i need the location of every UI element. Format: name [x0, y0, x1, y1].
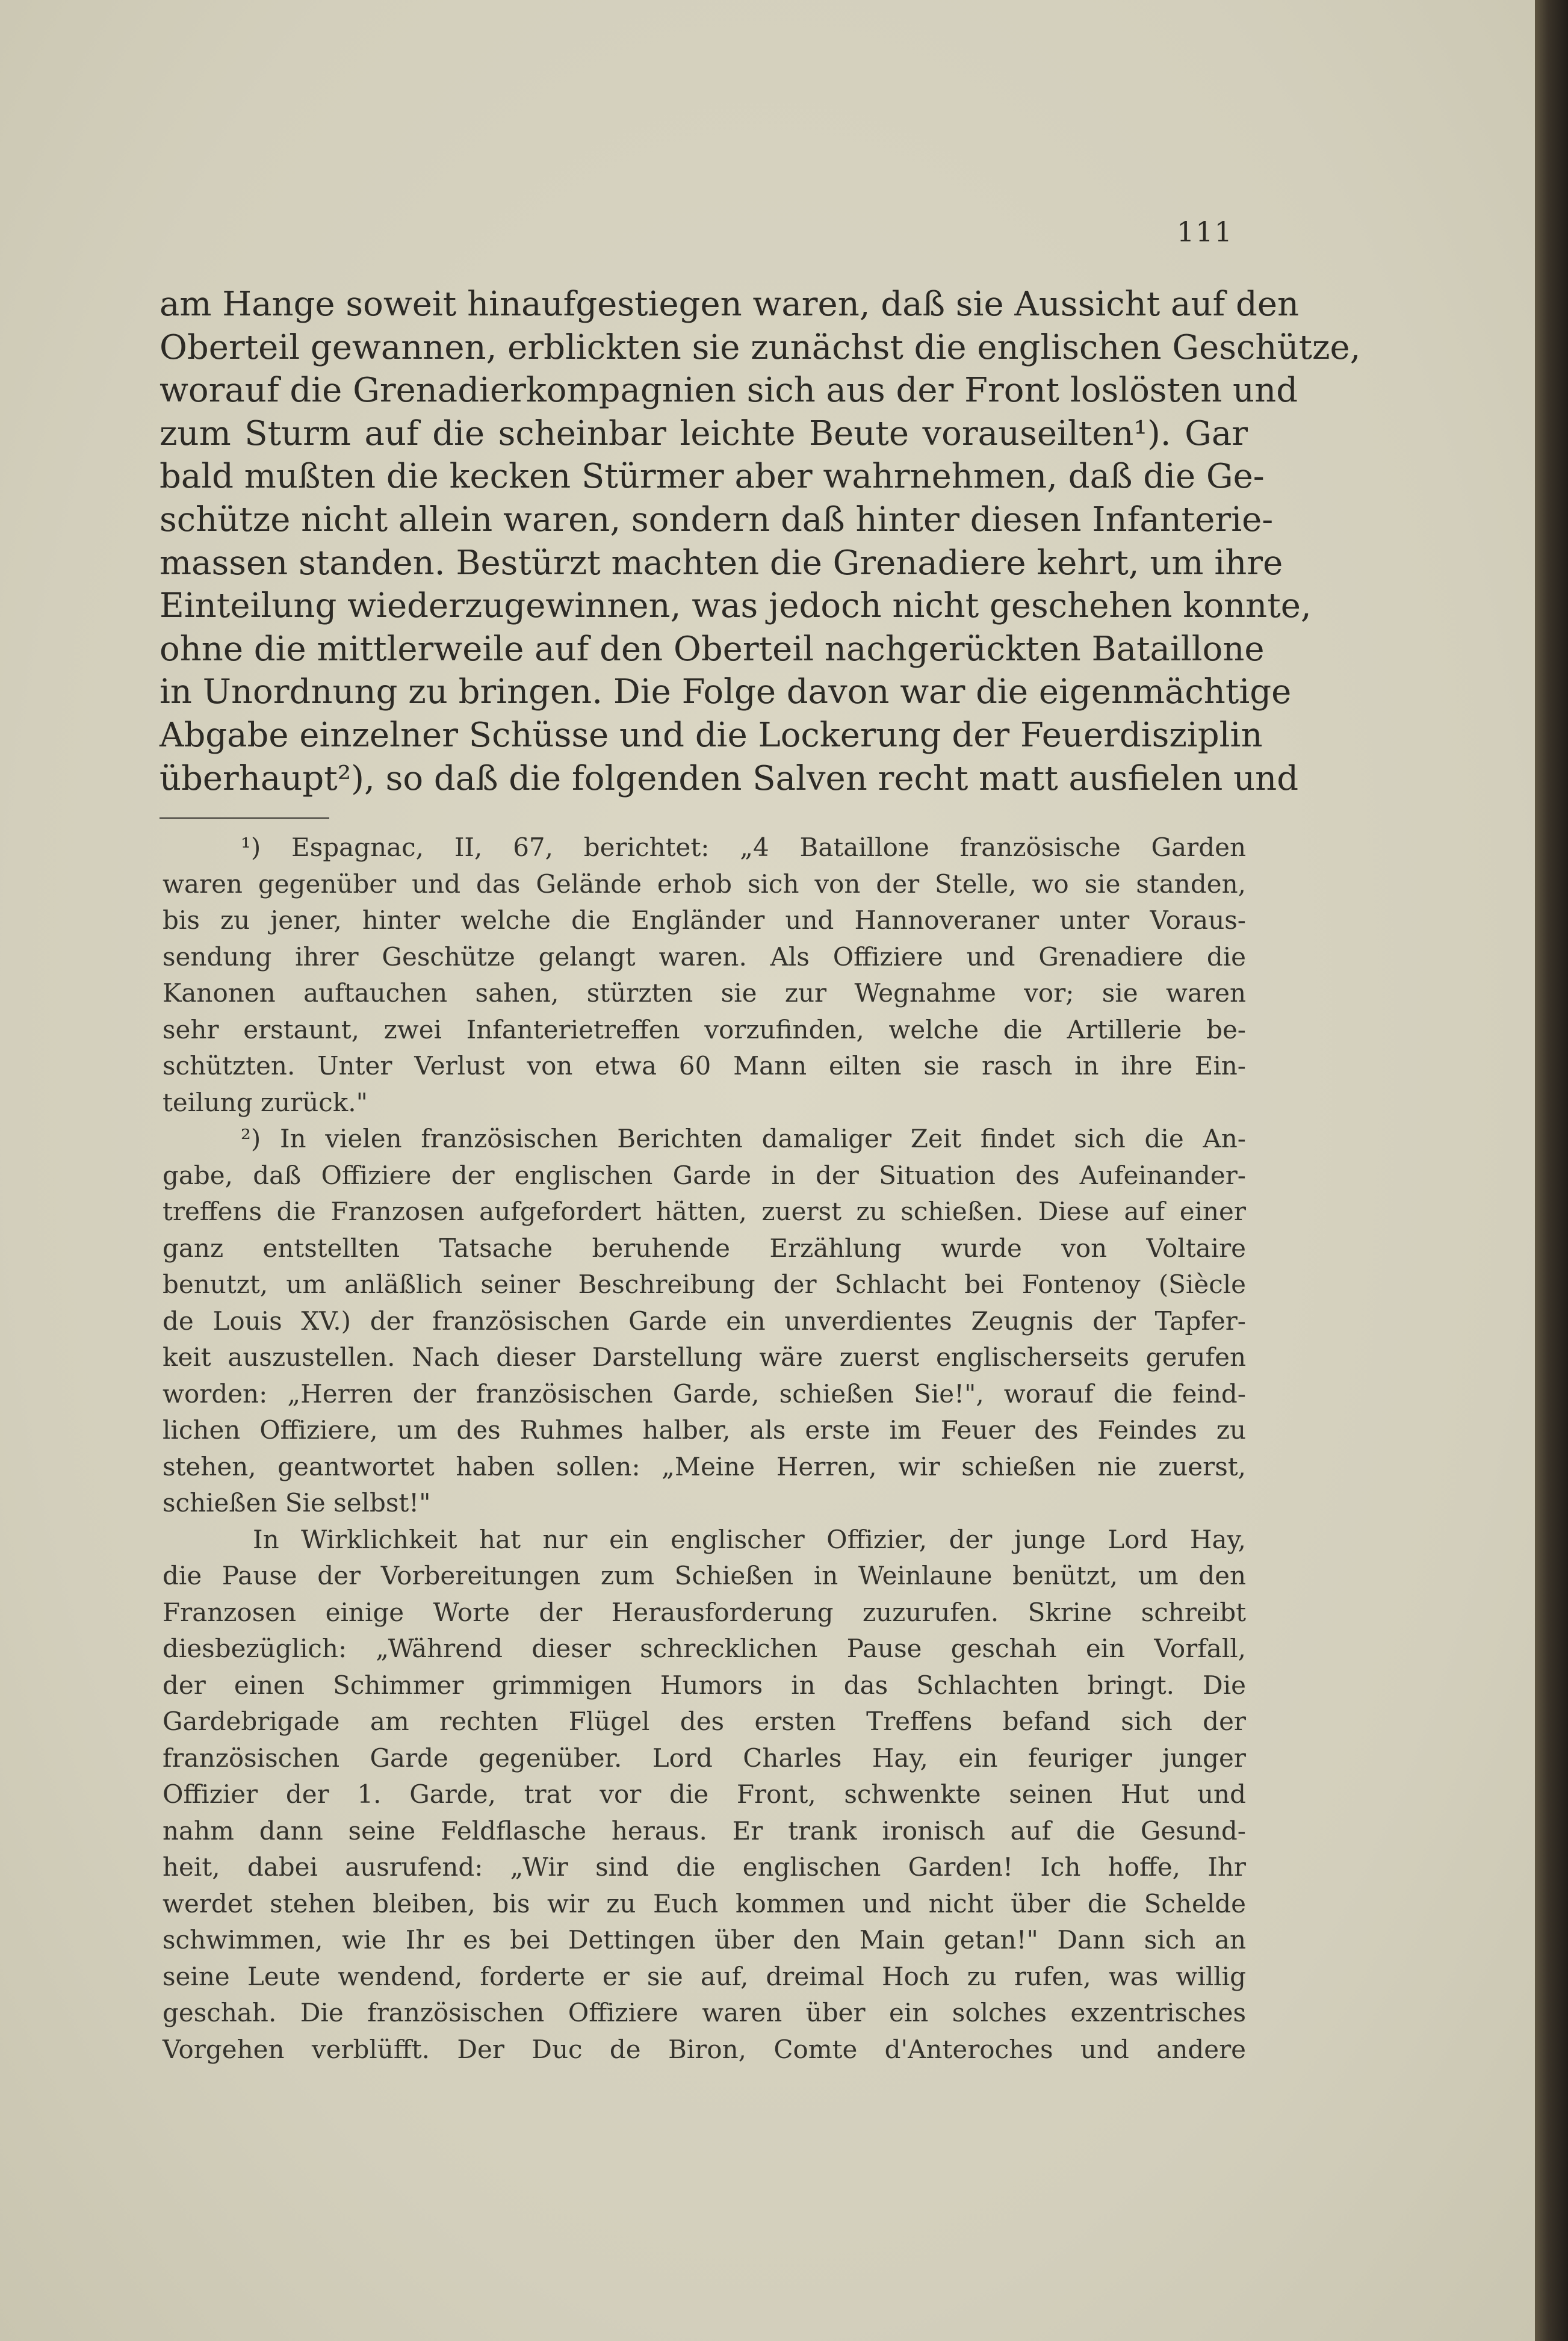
- footnote-line: seine Leute wendend, forderte er sie auf, dreimal Hoch zu rufen, was willig: [163, 1961, 1246, 1991]
- text-line: massen standen. Bestürzt machten die Grenadiere kehrt, um ihre: [160, 543, 1283, 583]
- footnote-line: ¹) Espagnac, II, 67, berichtet: „4 Bataillone französische Garden: [241, 833, 1246, 862]
- footnote-line: In Wirklichkeit hat nur ein englischer Offizier, der junge Lord Hay,: [253, 1524, 1246, 1554]
- footnote-line: ²) In vielen französischen Berichten damaliger Zeit findet sich die An-: [241, 1124, 1246, 1153]
- text-line: in Unordnung zu bringen. Die Folge davon war die eigenmächtige: [160, 672, 1292, 712]
- footnote-line: Kanonen auftauchen sahen, stürzten sie zur Wegnahme vor; sie waren: [163, 978, 1246, 1008]
- footnote-line: französischen Garde gegenüber. Lord Charles Hay, ein feuriger junger: [163, 1743, 1246, 1773]
- text-line: schütze nicht allein waren, sondern daß hinter diesen Infanterie-: [160, 500, 1274, 539]
- footnote-line: Gardebrigade am rechten Flügel des ersten Treffens befand sich der: [163, 1707, 1246, 1736]
- footnote-line: lichen Offiziere, um des Ruhmes halber, als erste im Feuer des Feindes zu: [163, 1415, 1246, 1445]
- text-line: Einteilung wiederzugewinnen, was jedoch nicht geschehen konnte,: [160, 586, 1312, 626]
- footnote-line: Offizier der 1. Garde, trat vor die Front, schwenkte seinen Hut und: [163, 1779, 1246, 1809]
- footnote-line: heit, dabei ausrufend: „Wir sind die englischen Garden! Ich hoffe, Ihr: [163, 1852, 1246, 1882]
- text-line: Oberteil gewannen, erblickten sie zunächst die englischen Geschütze,: [160, 327, 1361, 367]
- footnote-line: keit auszustellen. Nach dieser Darstellung wäre zuerst englischerseits gerufen: [163, 1342, 1246, 1372]
- footnote-line: ganz entstellten Tatsache beruhende Erzählung wurde von Voltaire: [163, 1233, 1246, 1263]
- footnote-line: de Louis XV.) der französischen Garde ein unverdientes Zeugnis der Tapfer-: [163, 1306, 1246, 1336]
- footnote-line: diesbezüglich: „Während dieser schrecklichen Pause geschah ein Vorfall,: [163, 1634, 1246, 1663]
- footnote-line: die Pause der Vorbereitungen zum Schießen in Weinlaune benützt, um den: [163, 1561, 1246, 1590]
- footnote-line: bis zu jener, hinter welche die Engländer und Hannoveraner unter Voraus-: [163, 905, 1246, 935]
- footnote-line: treffens die Franzosen aufgefordert hätten, zuerst zu schießen. Diese auf einer: [163, 1197, 1246, 1226]
- footnote-divider: [160, 817, 329, 819]
- footnote-line: worden: „Herren der französischen Garde, schießen Sie!", worauf die feind-: [163, 1378, 1246, 1409]
- text-line: am Hange soweit hinaufgestiegen waren, daß sie Aussicht auf den: [160, 285, 1300, 324]
- text-line: bald mußten die kecken Stürmer aber wahrnehmen, daß die Ge-: [160, 457, 1265, 497]
- footnote-line: benutzt, um anläßlich seiner Beschreibung der Schlacht bei Fontenoy (Siècle: [163, 1270, 1246, 1299]
- footnotes-block: [163, 829, 1246, 2068]
- footnote-line: nahm dann seine Feldflasche heraus. Er trank ironisch auf die Gesund-: [163, 1815, 1246, 1846]
- footnote-line: teilung zurück.": [163, 1087, 368, 1117]
- footnote-line: sehr erstaunt, zwei Infanterietreffen vorzufinden, welche die Artillerie be-: [163, 1014, 1246, 1044]
- page-number: 111: [1177, 215, 1233, 248]
- text-line: überhaupt²), so daß die folgenden Salven recht matt ausfielen und: [160, 758, 1299, 798]
- footnote-line: der einen Schimmer grimmigen Humors in das Schlachten bringt. Die: [163, 1670, 1246, 1700]
- text-line: worauf die Grenadierkompagnien sich aus der Front loslösten und: [160, 371, 1298, 411]
- footnote-line: schießen Sie selbst!": [163, 1488, 431, 1518]
- footnote-line: stehen, geantwortet haben sollen: „Meine Herren, wir schießen nie zuerst,: [163, 1451, 1246, 1481]
- footnote-line: schützten. Unter Verlust von etwa 60 Mann eilten sie rasch in ihre Ein-: [163, 1051, 1246, 1081]
- footnote-line: werdet stehen bleiben, bis wir zu Euch kommen und nicht über die Schelde: [163, 1888, 1246, 1918]
- text-line: zum Sturm auf die scheinbar leichte Beute vorauseilten¹). Gar: [160, 414, 1248, 453]
- footnote-line: Franzosen einige Worte der Herausforderung zuzurufen. Skrine schreibt: [163, 1597, 1246, 1627]
- footnote-line: schwimmen, wie Ihr es bei Dettingen über den Main getan!" Dann sich an: [163, 1925, 1246, 1955]
- book-edge-shadow: [1535, 0, 1568, 2341]
- footnote-line: gabe, daß Offiziere der englischen Garde in der Situation des Aufeinander-: [163, 1160, 1246, 1190]
- footnote-line: waren gegenüber und das Gelände erhob sich von der Stelle, wo sie standen,: [163, 869, 1246, 899]
- text-line: ohne die mittlerweile auf den Oberteil nachgerückten Bataillone: [160, 629, 1265, 669]
- footnote-line: sendung ihrer Geschütze gelangt waren. Als Offiziere und Grenadiere die: [163, 941, 1246, 972]
- text-line: Abgabe einzelner Schüsse und die Lockerung der Feuerdisziplin: [160, 715, 1263, 755]
- main-text-block: [160, 283, 1361, 800]
- footnote-line: Vorgehen verblüfft. Der Duc de Biron, Comte d'Anteroches und andere: [163, 2034, 1246, 2064]
- footnote-line: geschah. Die französischen Offiziere waren über ein solches exzentrisches: [163, 1998, 1246, 2027]
